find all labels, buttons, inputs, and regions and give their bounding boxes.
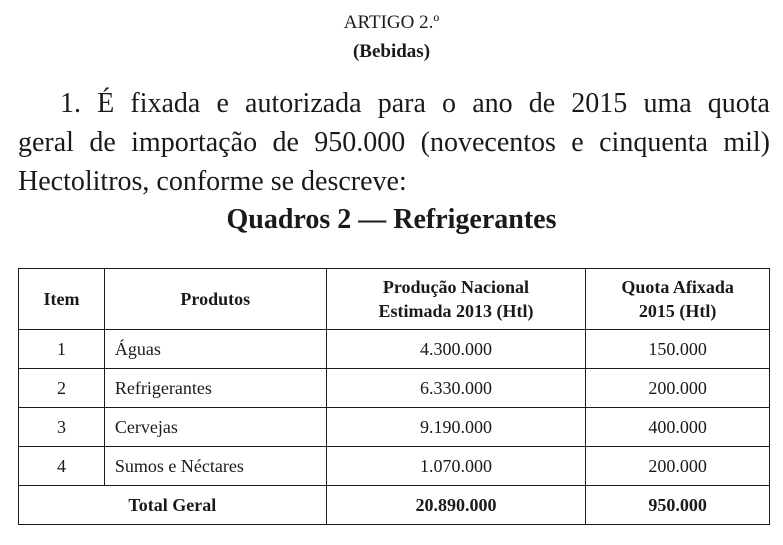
row-producao: 1.070.000 (326, 447, 586, 486)
table-total-row (19, 486, 770, 525)
row-producao: 6.330.000 (326, 369, 586, 408)
header-producao-line2: Estimada 2013 (Htl) (378, 301, 534, 321)
row-item: 2 (19, 369, 105, 408)
row-quota: 400.000 (586, 408, 770, 447)
row-item: 3 (19, 408, 105, 447)
total-quota: 950.000 (586, 486, 770, 525)
total-label: Total Geral (19, 486, 327, 525)
header-quota-line1: Quota Afixada (621, 277, 734, 297)
total-producao: 20.890.000 (326, 486, 586, 525)
row-quota: 200.000 (586, 369, 770, 408)
row-producao: 9.190.000 (326, 408, 586, 447)
row-producao: 4.300.000 (326, 330, 586, 369)
row-produto: Refrigerantes (104, 369, 326, 408)
row-quota: 200.000 (586, 447, 770, 486)
row-produto: Sumos e Néctares (104, 447, 326, 486)
header-item: Item (19, 269, 105, 330)
article-title: ARTIGO 2.º (343, 12, 440, 33)
row-quota: 150.000 (586, 330, 770, 369)
header-producao-line1: Produção Nacional (382, 277, 530, 297)
row-item: 1 (19, 330, 105, 369)
header-producao (326, 269, 586, 330)
header-produtos: Produtos (104, 269, 326, 330)
header-quota-line2: 2015 (Htl) (638, 301, 717, 321)
article-subtitle: (Bebidas) (352, 41, 431, 62)
paragraph-line-3: Hectolitros, conforme se descreve: (18, 166, 407, 197)
row-produto: Cervejas (104, 408, 326, 447)
table-row (19, 408, 770, 447)
header-quota (586, 269, 770, 330)
row-item: 4 (19, 447, 105, 486)
paragraph-line-1: 1. É fixada e autorizada para o ano de 2015 uma quota (60, 88, 770, 119)
table-row (19, 369, 770, 408)
row-produto: Águas (104, 330, 326, 369)
table-title: Quadros 2 — Refrigerantes (226, 204, 557, 235)
quota-table (18, 268, 770, 525)
paragraph-line-2: geral de importação de 950.000 (novecentos e cinquenta mil) (18, 127, 770, 158)
paragraph-1 (18, 84, 770, 201)
table-row (19, 330, 770, 369)
table-row (19, 447, 770, 486)
table-header-row (19, 269, 770, 330)
